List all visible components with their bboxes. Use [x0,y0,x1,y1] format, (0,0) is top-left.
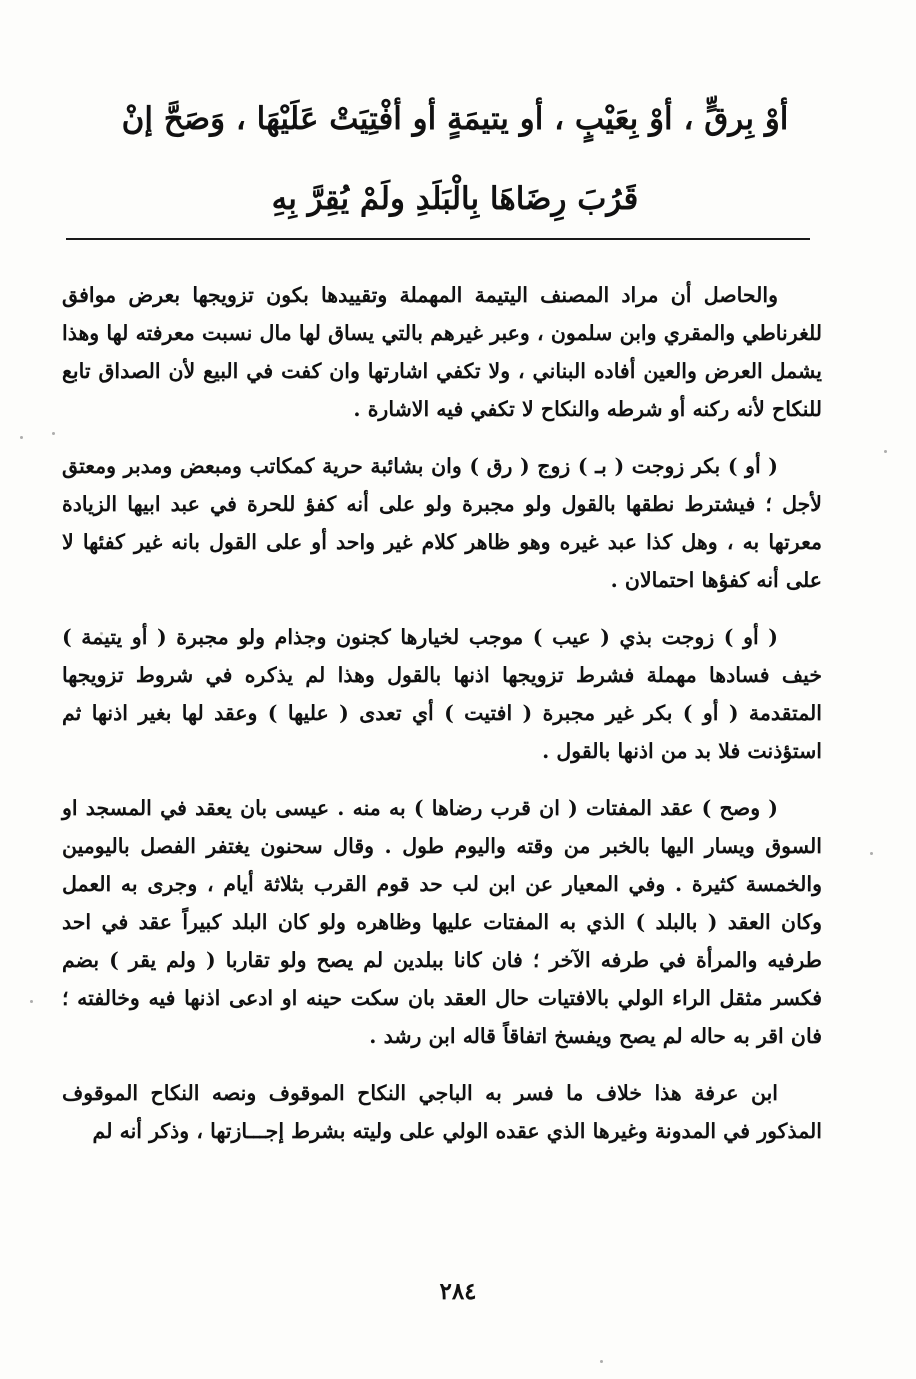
ink-speck [600,1360,603,1363]
ink-speck [52,432,55,435]
ink-speck [30,1000,33,1003]
commentary-paragraph-2: ( أو ) بكر زوجت ( بـ ) زوج ( رق ) وان بشائبة حرية كمكاتب ومبعض ومدبر ومعتق لأجل ؛ فيشترط نطقها بالقول ولو مجبرة ولو على أنه كفؤ للحرة في عبد ابيها الزيادة معرتها به ، وهل كذا عبد غيره وهو ظاهر كلام غير واحد أو على القول بانه غير كفئها لا على أنه كفؤها احتمالان . [62,454,822,592]
ink-speck [870,852,873,855]
ink-speck [20,436,23,439]
commentary-paragraph-1: والحاصل أن مراد المصنف اليتيمة المهملة وتقييدها بكون تزويجها بعرض موافق للغرناطي والمقري وابن سلمون ، وعبر غيرهم بالتي يساق لها مال نسبت معرفته لها وهذا يشمل العرض والعين أفاده البناني ، ولا تكفي اشارتها وان كفت في البيع لأن الصداق تابع للنكاح لأنه ركنه أو شرطه والنكاح لا تكفي فيه الاشارة . [62,283,822,421]
divider-rule [66,238,810,240]
matn-line-1: أوْ بِرقٍّ ، أوْ بِعَيْبٍ ، أو يتيمَةٍ أو أفْتِيَتْ عَلَيْهَا ، وَصَحَّ إنْ [121,101,789,137]
commentary-paragraph-4: ( وصح ) عقد المفتات ( ان قرب رضاها ) به منه . عيسى بان يعقد في المسجد او السوق ويسار اليها بالخبر من وقته واليوم طول . وقال سحنون يغتفر الفصل باليومين والخمسة كثيرة . وفي المعيار عن ابن لب حد قوم القرب بثلاثة أيام ، وجرى به العمل وكان العقد ( بالبلد ) الذي به المفتات عليها وظاهره ولو كان البلد كبيراً عقد في احد طرفيه والمرأة في طرفه الآخر ؛ فان كانا ببلدين لم يصح ولو تقاربا ( ولم يقر ) بضم فكسر مثقل الراء الولي بالافتيات حال العقد بان سكت حينه او ادعى اذنها فيه وخالفته ؛ فان اقر به حاله لم يصح ويفسخ اتفاقاً قاله ابن رشد . [62,796,822,1048]
ink-speck [884,450,887,453]
page-number: ٢٨٤ [439,1278,477,1305]
commentary-paragraph-3: ( أو ) زوجت بذي ( عيب ) موجب لخيارها كجنون وجذام ولو مجبرة ( أو يتيمة ) خيف فسادها مهملة فشرط تزويجها اذنها بالقول وهذا لم يذكره في شروط تزويجها المتقدمة ( أو ) بكر غير مجبرة ( افتيت ) أي تعدى ( عليها ) وعقد لها بغير اذنها ثم استؤذنت فلا بد من اذنها بالقول . [62,625,822,763]
matn-line-2: قَرُبَ رِضَاهَا بِالْبَلَدِ ولَمْ يُقِرَّ بِهِ [271,181,639,217]
commentary-paragraph-5: ابن عرفة هذا خلاف ما فسر به الباجي النكاح الموقوف ونصه النكاح الموقوف المذكور في المدونة وغيرها الذي عقده الولي على وليته بشرط إجـــازتها ، وذكر أنه لم [62,1081,822,1143]
commentary-body [62,276,822,1169]
